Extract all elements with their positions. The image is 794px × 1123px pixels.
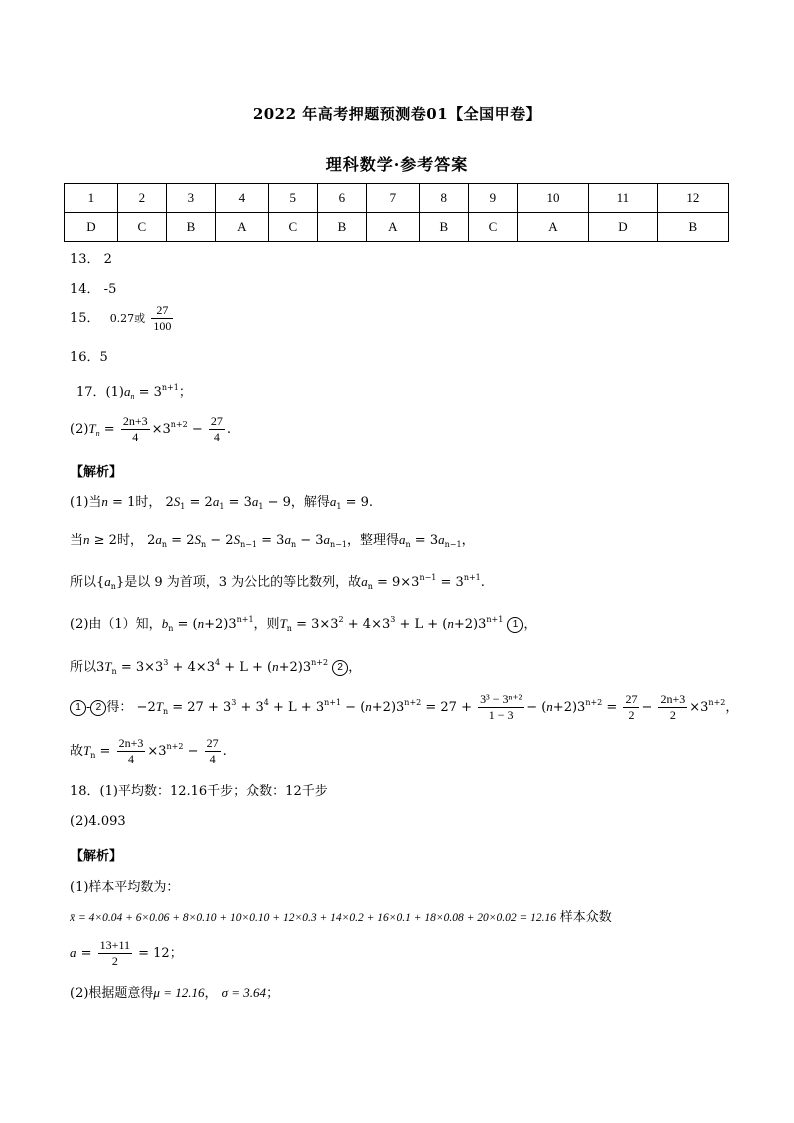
- answer-15-fraction: $\frac{27}{100}$: [153, 303, 172, 333]
- q17-analysis-label: 【解析】: [70, 465, 123, 480]
- q17-solution-line-6: 1 - 2 得： $-2T_n = 27 + 3^3 + 3^4 + L + 3^{n+1} - (n+2)3^{n+2} = 27$ + $\frac{\text{3³ − 3ⁿ⁺²}}{1 - 3}$ − $(n+2)3^{n+2}$ = $\frac{27}{2}$ − $\frac{2n+3}{2}$ $\times 3^{n+2}$，: [70, 692, 738, 723]
- question-number-cell: 7: [366, 184, 419, 213]
- q18-solution-line-1: (1)样本平均数为：: [70, 880, 180, 895]
- answer-cell: A: [517, 213, 588, 242]
- circled-2: 2: [332, 660, 348, 676]
- question-number-cell: 9: [468, 184, 517, 213]
- answer-cell: B: [657, 213, 728, 242]
- q18-answer-2: (2)4.093: [70, 814, 126, 829]
- question-number-row: [65, 184, 729, 213]
- answer-15-number: 15．: [70, 311, 100, 326]
- q17-answer-1: 17．$(1)a_n = 3^{n+1}$；: [76, 383, 192, 401]
- question-number-cell: 6: [317, 184, 366, 213]
- answer-15-value: 0.27或: [109, 312, 146, 325]
- q17-answer-2: $(2)T_n$ = $\frac{2n+3}{4}$ $\times 3^{n+2}$ − $\frac{27}{4}$ .: [70, 414, 232, 444]
- answer-14: 14． -5: [70, 282, 117, 297]
- answer-cell: A: [215, 213, 268, 242]
- q18-answer-1: 18．(1)平均数：12.16千步；众数：12千步: [70, 784, 328, 799]
- answer-cell: D: [589, 213, 658, 242]
- circled-1: 1: [507, 617, 523, 633]
- q18-solution-line-2: x̄ = 4×0.04 + 6×0.06 + 8×0.10 + 10×0.10 + 12×0.3 + 14×0.2 + 16×0.1 + 18×0.08 + 20×0.02 = 12.16 样本众数: [70, 910, 612, 925]
- answer-row: [65, 213, 729, 242]
- question-number-cell: 11: [589, 184, 658, 213]
- answer-cell: B: [419, 213, 468, 242]
- q17-solution-line-4: (2)由（1）知，$b_n = (n+2)3^{n+1}$，则$T_n = 3\times 3^2 + 4\times 3^3 + L + (n+2)3^{n+1}$ 1 ，: [70, 615, 537, 633]
- q18-analysis-label: 【解析】: [70, 849, 123, 864]
- answer-13: 13． 2: [70, 252, 112, 267]
- question-number-cell: 10: [517, 184, 588, 213]
- answer-15: [70, 303, 175, 334]
- answer-table: [64, 183, 729, 242]
- question-number-cell: 1: [65, 184, 118, 213]
- question-number-cell: 8: [419, 184, 468, 213]
- page-title: 2022 年高考押题预测卷01【全国甲卷】: [252, 105, 542, 123]
- question-number-cell: 12: [657, 184, 728, 213]
- answer-cell: C: [117, 213, 166, 242]
- answer-cell: B: [317, 213, 366, 242]
- q17-solution-line-1: (1)当n = 1时， $2S_1 = 2a_1 = 3a_1 - 9$，解得$a_1 = 9$.: [70, 494, 374, 511]
- answer-cell: D: [65, 213, 118, 242]
- q18-solution-line-4: (2)根据题意得μ = 12.16， σ = 3.64；: [70, 985, 280, 1001]
- q18-solution-line-3: a = $\frac{13+11}{2}$ = 12；: [70, 938, 183, 968]
- q17-solution-line-2: 当n ≥ 2时， $2a_n = 2S_n - 2S_{n-1} = 3a_n - 3a_{n-1}$，整理得$a_n = 3a_{n-1}$，: [70, 532, 475, 549]
- answer-cell: C: [268, 213, 317, 242]
- question-number-cell: 3: [166, 184, 215, 213]
- q17-solution-line-3: 所以$\{a_n\}$是以 9 为首项，3 为公比的等比数列，故$a_n = 9\times 3^{n-1} = 3^{n+1}$.: [70, 573, 485, 591]
- q17-solution-line-5: 所以$3T_n = 3\times 3^3 + 4\times 3^4 + L + (n+2)3^{n+2}$ 2 ，: [70, 658, 362, 676]
- q17-solution-line-7: 故$T_n$ = $\frac{2n+3}{4}$ $\times 3^{n+2}$ − $\frac{27}{4}$ .: [70, 736, 227, 766]
- page-subtitle: 理科数学·参考答案: [325, 155, 469, 174]
- answer-cell: B: [166, 213, 215, 242]
- answer-16: 16．5: [70, 350, 108, 365]
- question-number-cell: 4: [215, 184, 268, 213]
- answer-cell: C: [468, 213, 517, 242]
- answer-cell: A: [366, 213, 419, 242]
- question-number-cell: 5: [268, 184, 317, 213]
- question-number-cell: 2: [117, 184, 166, 213]
- mean-formula: x̄ = 4×0.04 + 6×0.06 + 8×0.10 + 10×0.10 + 12×0.3 + 14×0.2 + 16×0.1 + 18×0.08 + 20×0.02 = 12.16: [70, 912, 557, 924]
